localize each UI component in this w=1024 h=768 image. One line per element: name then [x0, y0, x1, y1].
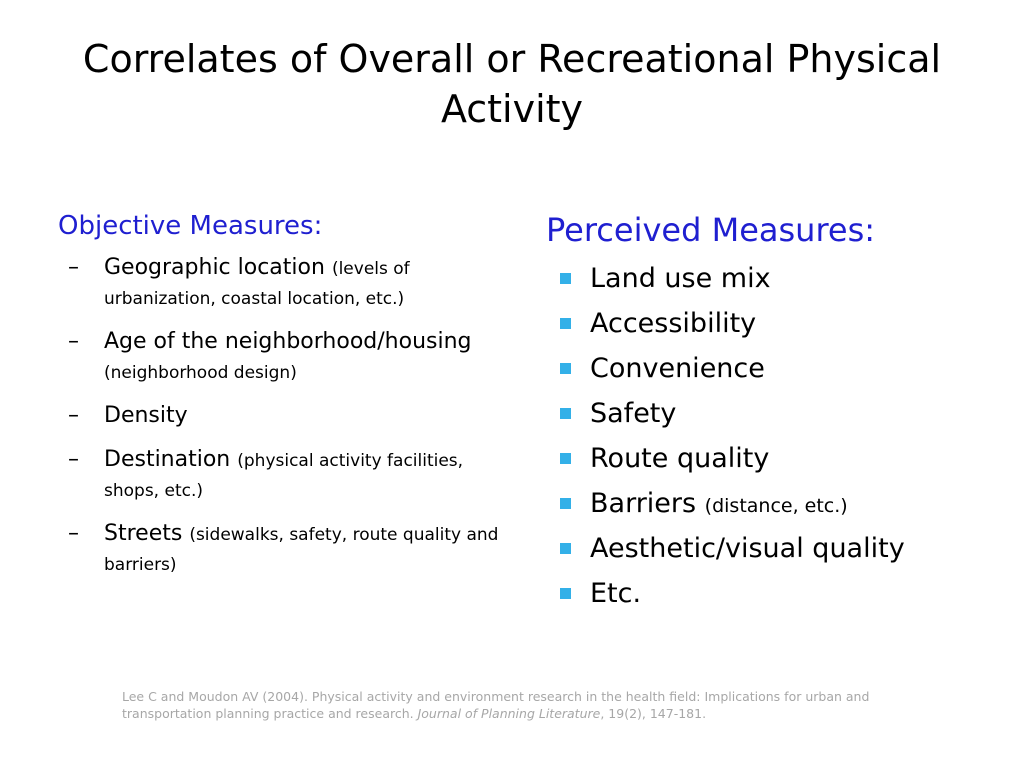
citation-details: , 19(2), 147-181. — [600, 706, 707, 721]
square-bullet-icon — [560, 588, 571, 599]
square-bullet-icon — [560, 498, 571, 509]
dash-bullet-icon: – — [68, 255, 79, 280]
perceived-item-main: Accessibility — [590, 308, 757, 339]
slide-title-line-1: Correlates of Overall or Recreational Physical — [82, 37, 942, 81]
objective-item-note: (physical activity facilities, shops, etc.) — [104, 451, 464, 501]
perceived-measures-section — [546, 206, 1006, 616]
objective-item-main: Geographic location — [104, 255, 325, 280]
objective-item-main: Density — [104, 403, 188, 428]
objective-item-main: Streets — [104, 521, 183, 546]
objective-item-streets — [58, 519, 518, 579]
perceived-item-main: Aesthetic/visual quality — [590, 533, 905, 564]
objective-item-destination — [58, 445, 518, 505]
dash-bullet-icon: – — [68, 521, 79, 546]
perceived-item-etc — [546, 571, 1006, 616]
objective-item-note: (neighborhood design) — [104, 363, 297, 383]
objective-item-main: Age of the neighborhood/housing — [104, 329, 472, 354]
perceived-measures-list — [546, 256, 1006, 616]
objective-item-age-of-neighborhood — [58, 327, 518, 387]
citation-footnote — [122, 688, 922, 722]
dash-bullet-icon: – — [68, 403, 79, 428]
objective-item-density — [58, 401, 518, 431]
perceived-item-route-quality — [546, 436, 1006, 481]
objective-item-note: (sidewalks, safety, route quality and barriers) — [104, 525, 499, 575]
perceived-item-accessibility — [546, 301, 1006, 346]
perceived-item-main: Land use mix — [590, 263, 771, 294]
slide-title — [40, 34, 984, 134]
perceived-item-convenience — [546, 346, 1006, 391]
slide-title-line-2: Activity — [440, 87, 584, 131]
objective-item-main: Destination — [104, 447, 231, 472]
square-bullet-icon — [560, 363, 571, 374]
dash-bullet-icon: – — [68, 329, 79, 354]
perceived-item-main: Route quality — [590, 443, 770, 474]
perceived-item-main: Etc. — [590, 578, 642, 609]
perceived-item-main: Safety — [590, 398, 677, 429]
citation-journal: Journal of Planning Literature — [417, 706, 601, 721]
square-bullet-icon — [560, 318, 571, 329]
objective-item-geographic-location — [58, 253, 518, 313]
square-bullet-icon — [560, 273, 571, 284]
perceived-item-safety — [546, 391, 1006, 436]
perceived-item-main: Convenience — [590, 353, 765, 384]
perceived-item-aesthetic-visual-quality — [546, 526, 1006, 571]
objective-measures-heading: Objective Measures: — [58, 211, 323, 241]
objective-measures-list — [58, 253, 518, 579]
perceived-item-barriers — [546, 481, 1006, 526]
perceived-item-note: (distance, etc.) — [704, 495, 848, 517]
square-bullet-icon — [560, 408, 571, 419]
objective-measures-section — [58, 205, 518, 593]
perceived-item-land-use-mix — [546, 256, 1006, 301]
square-bullet-icon — [560, 453, 571, 464]
square-bullet-icon — [560, 543, 571, 554]
citation-text: Lee C and Moudon AV (2004). Physical activity and environment research in the health field: Implications for urban and transportation planning practice and research. — [122, 689, 870, 721]
perceived-item-main: Barriers — [590, 488, 697, 519]
objective-item-note: (levels of urbanization, coastal location, etc.) — [104, 259, 410, 309]
dash-bullet-icon: – — [68, 447, 79, 472]
perceived-measures-heading: Perceived Measures: — [546, 211, 876, 249]
